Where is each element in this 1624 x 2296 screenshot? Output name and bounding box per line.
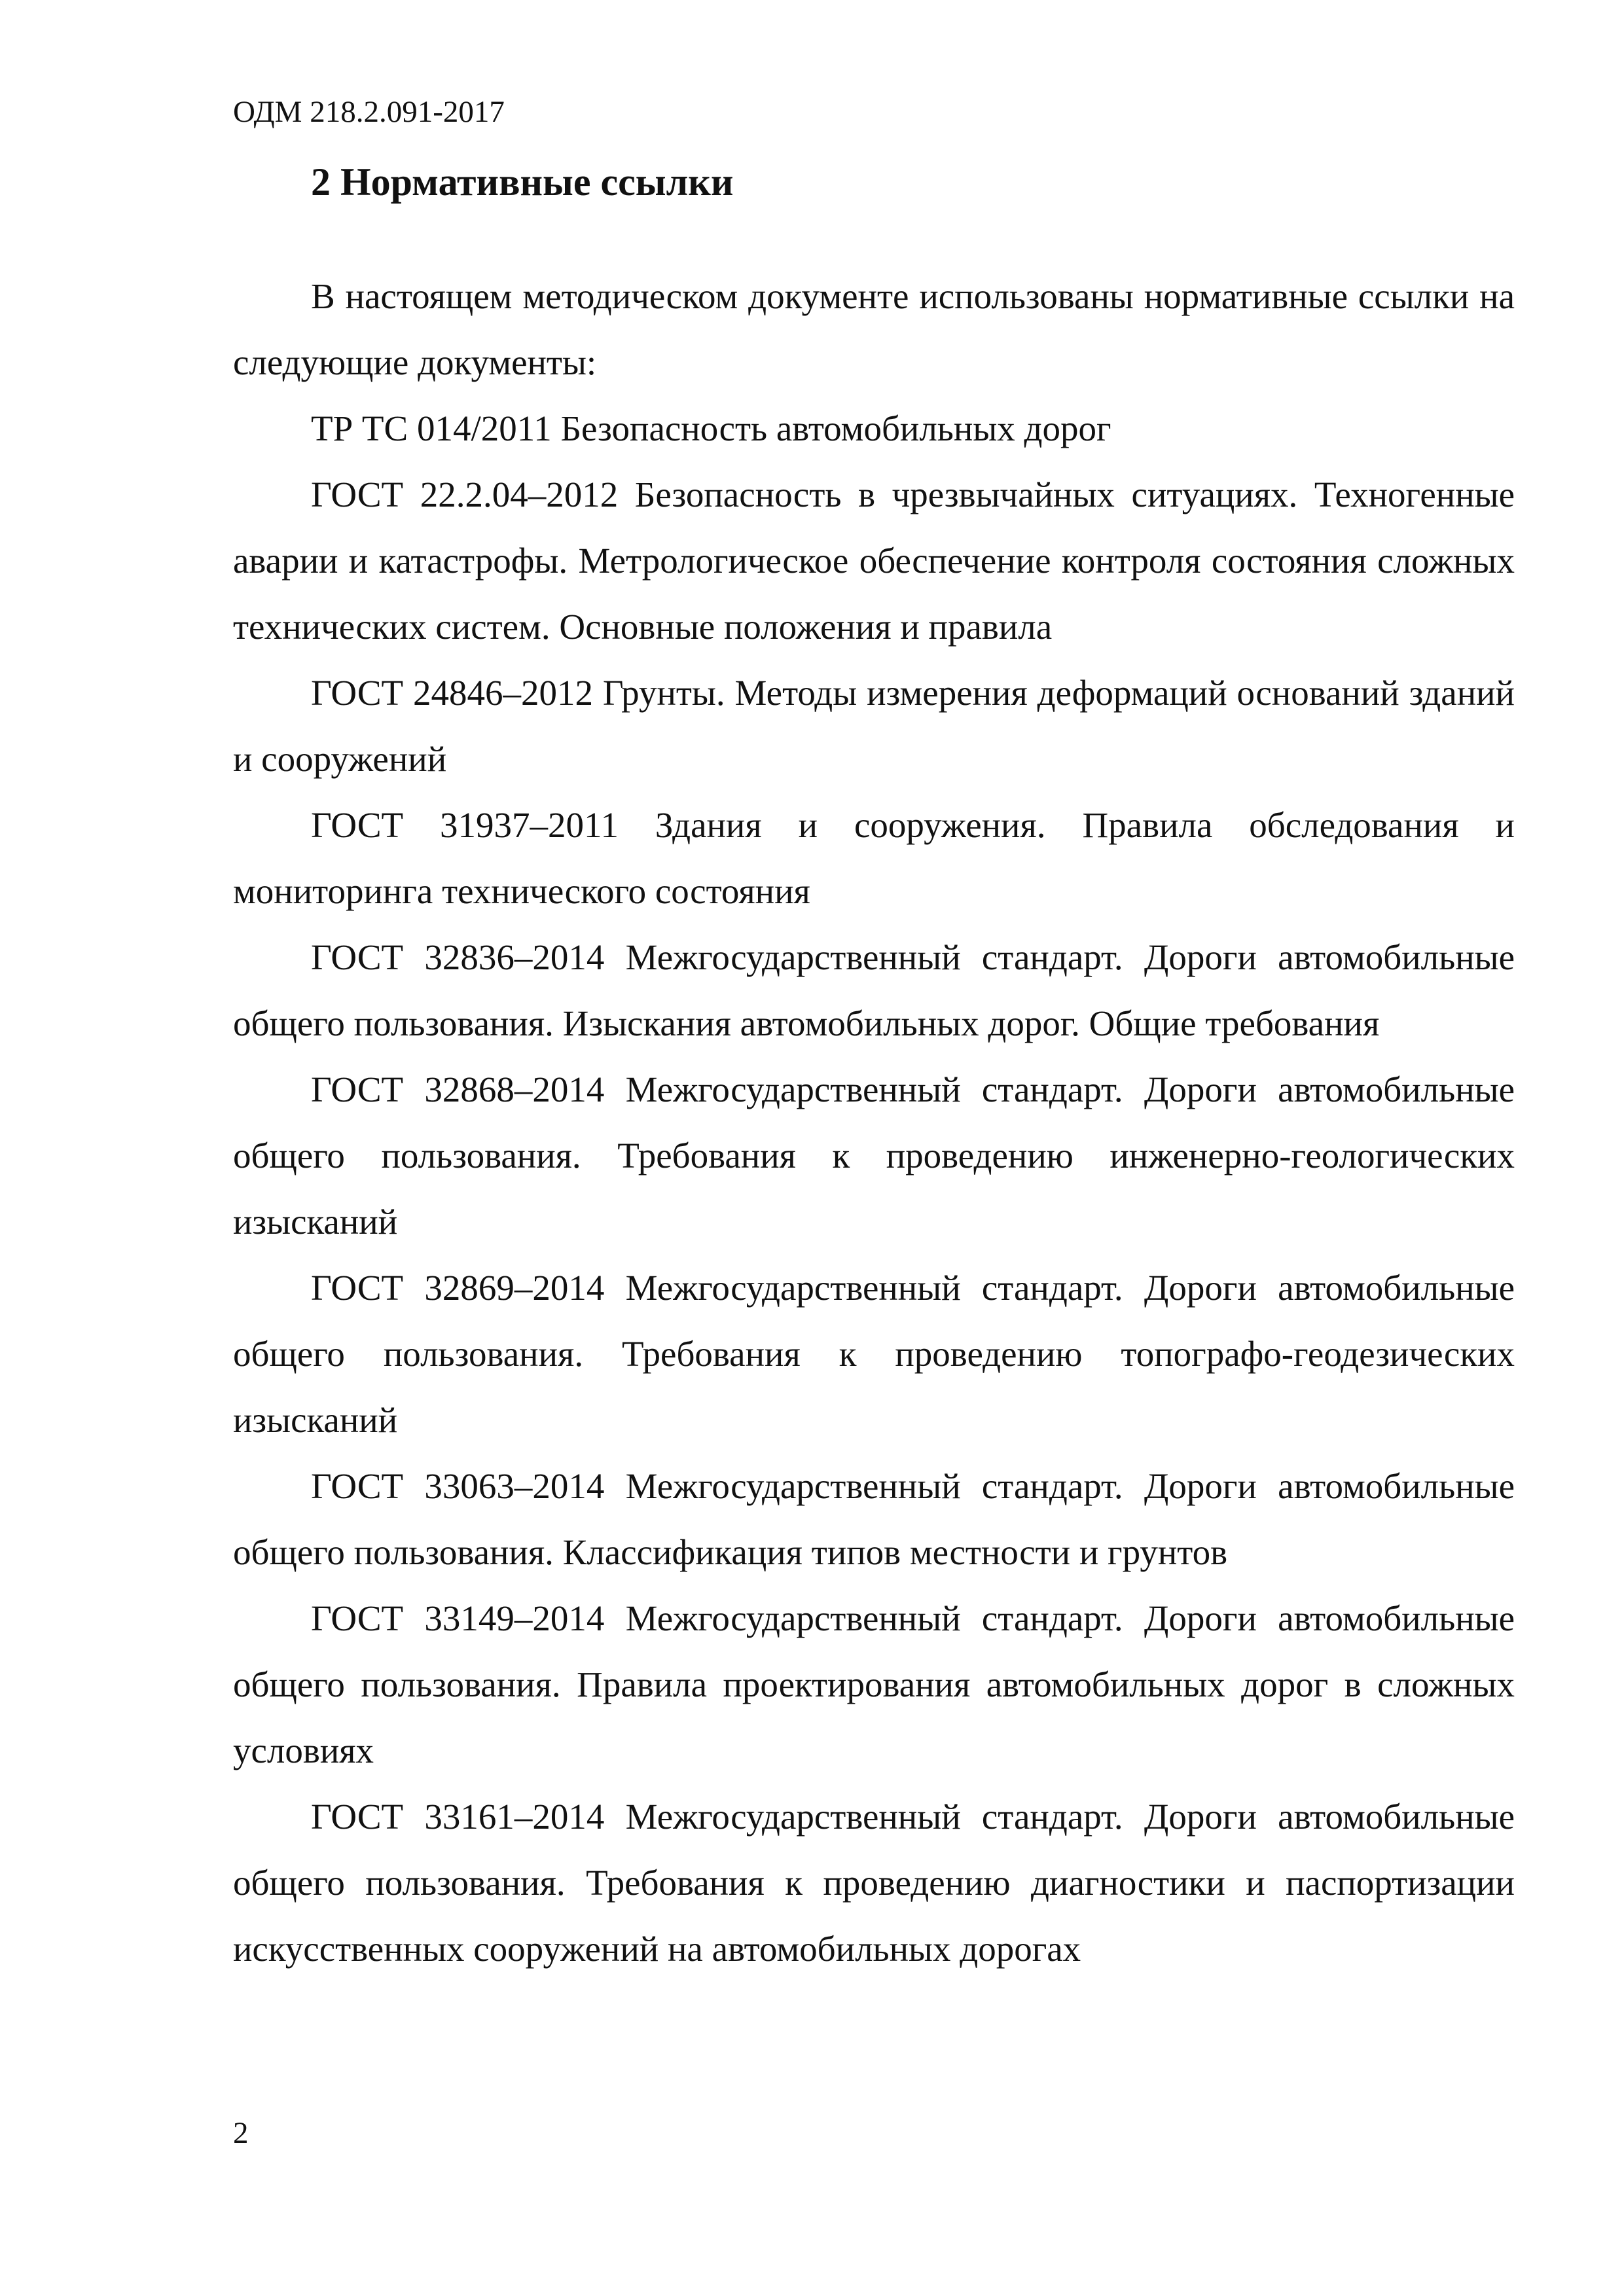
reference-gost-32836-2014: ГОСТ 32836–2014 Межгосударственный стандарт. Дороги автомобильные общего пользования. Изыскания автомобильных дорог. Общие требования xyxy=(233,937,1515,1043)
reference-gost-33063-2014: ГОСТ 33063–2014 Межгосударственный стандарт. Дороги автомобильные общего пользования. Классификация типов местности и грунтов xyxy=(233,1466,1515,1572)
reference-gost-32868-2014: ГОСТ 32868–2014 Межгосударственный стандарт. Дороги автомобильные общего пользования. Требования к проведению инженерно-геологических изысканий xyxy=(233,1069,1515,1242)
document-code: ОДМ 218.2.091-2017 xyxy=(233,95,505,129)
references-body xyxy=(233,263,1515,1982)
reference-gost-31937-2011: ГОСТ 31937–2011 Здания и сооружения. Правила обследования и мониторинга технического состояния xyxy=(233,805,1515,911)
reference-gost-24846-2012: ГОСТ 24846–2012 Грунты. Методы измерения деформаций оснований зданий и сооружений xyxy=(233,673,1515,779)
page-number: 2 xyxy=(233,2116,249,2150)
reference-gost-22-2-04-2012: ГОСТ 22.2.04–2012 Безопасность в чрезвычайных ситуациях. Техногенные аварии и катастрофы. Метрологическое обеспечение контроля состояния сложных технических систем. Основные положения и правила xyxy=(233,475,1515,647)
reference-gost-32869-2014: ГОСТ 32869–2014 Межгосударственный стандарт. Дороги автомобильные общего пользования. Требования к проведению топографо-геодезических изысканий xyxy=(233,1268,1515,1440)
section-title: 2 Нормативные ссылки xyxy=(311,160,734,204)
reference-tr-ts-014-2011: ТР ТС 014/2011 Безопасность автомобильных дорог xyxy=(311,408,1111,448)
intro-paragraph: В настоящем методическом документе использованы нормативные ссылки на следующие документы: xyxy=(233,276,1515,382)
reference-gost-33161-2014: ГОСТ 33161–2014 Межгосударственный стандарт. Дороги автомобильные общего пользования. Требования к проведению диагностики и паспортизации искусственных сооружений на автомобильных дорогах xyxy=(233,1797,1515,1969)
reference-gost-33149-2014: ГОСТ 33149–2014 Межгосударственный стандарт. Дороги автомобильные общего пользования. Правила проектирования автомобильных дорог в сложных условиях xyxy=(233,1598,1515,1770)
